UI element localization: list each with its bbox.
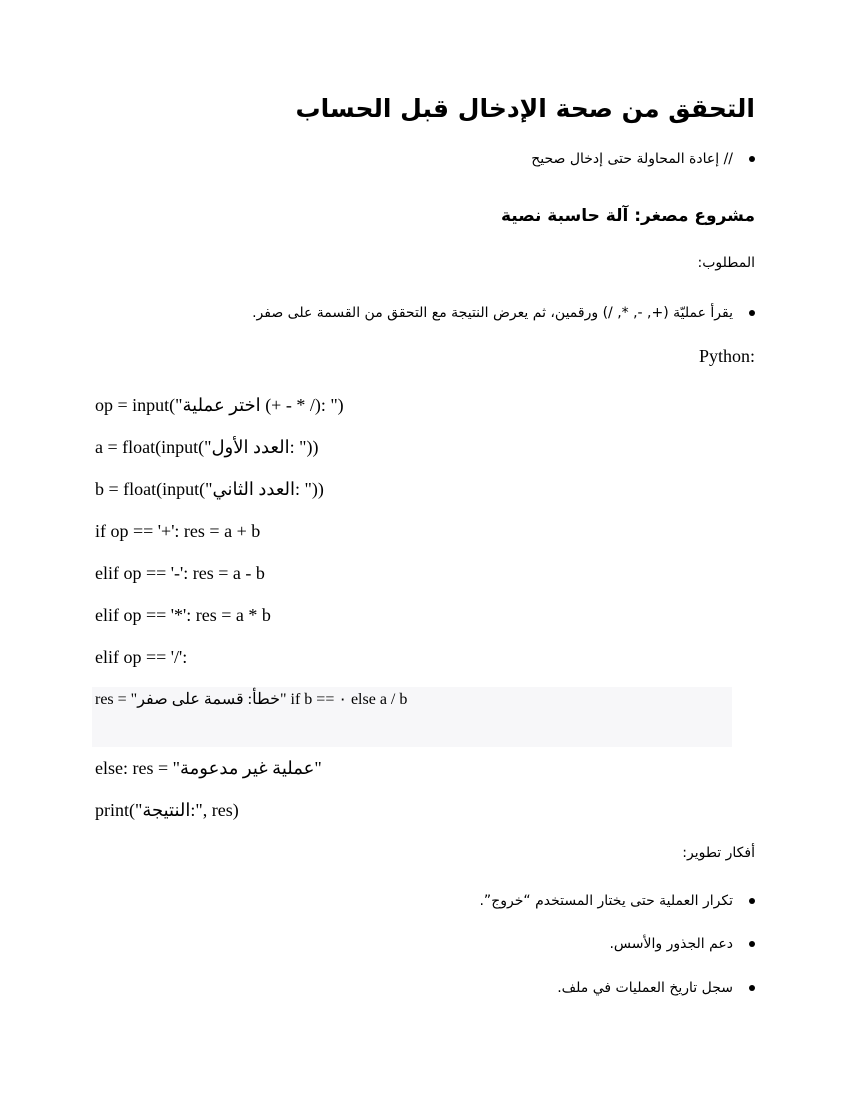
idea-text: دعم الجذور والأسس. (609, 936, 733, 952)
code-line: a = float(input("العدد الأول: ")) (95, 437, 319, 457)
bullet-dot-icon (749, 898, 755, 904)
required-label: المطلوب: (697, 255, 755, 271)
project-heading: مشروع مصغر: آلة حاسبة نصية (500, 206, 755, 226)
code-line: res = "خطأ: قسمة على صفر" if b == ٠ else a / b (95, 691, 408, 708)
bullet-dot-icon (749, 156, 755, 162)
required-bullet (252, 305, 755, 321)
code-line: b = float(input("العدد الثاني: ")) (95, 479, 324, 499)
code-line: print("النتيجة:", res) (95, 800, 239, 820)
code-line: elif op == '*': res = a * b (95, 605, 271, 625)
intro-bullet-text: // إعادة المحاولة حتى إدخال صحيح (531, 151, 733, 167)
idea-text: سجل تاريخ العمليات في ملف. (557, 980, 733, 996)
idea-bullet (609, 936, 755, 952)
required-bullet-text: يقرأ عمليّة (+, -, *, /) ورقمين، ثم يعرض النتيجة مع التحقق من القسمة على صفر. (252, 305, 733, 321)
code-line: if op == '+': res = a + b (95, 521, 261, 541)
code-line: elif op == '-': res = a - b (95, 563, 265, 583)
code-line: elif op == '/': (95, 647, 188, 667)
page-title: التحقق من صحة الإدخال قبل الحساب (295, 94, 755, 123)
idea-bullet (479, 893, 755, 909)
bullet-dot-icon (749, 985, 755, 991)
bullet-dot-icon (749, 941, 755, 947)
code-line: else: res = "عملية غير مدعومة" (95, 758, 322, 778)
intro-bullet (531, 151, 755, 167)
python-label: :Python (698, 346, 755, 366)
bullet-dot-icon (749, 310, 755, 316)
idea-bullet (557, 980, 755, 996)
idea-text: تكرار العملية حتى يختار المستخدم “خروج”. (479, 893, 733, 909)
ideas-label: أفكار تطوير: (682, 845, 755, 861)
code-line: op = input("اختر عملية (+ - * /): ") (95, 395, 344, 415)
